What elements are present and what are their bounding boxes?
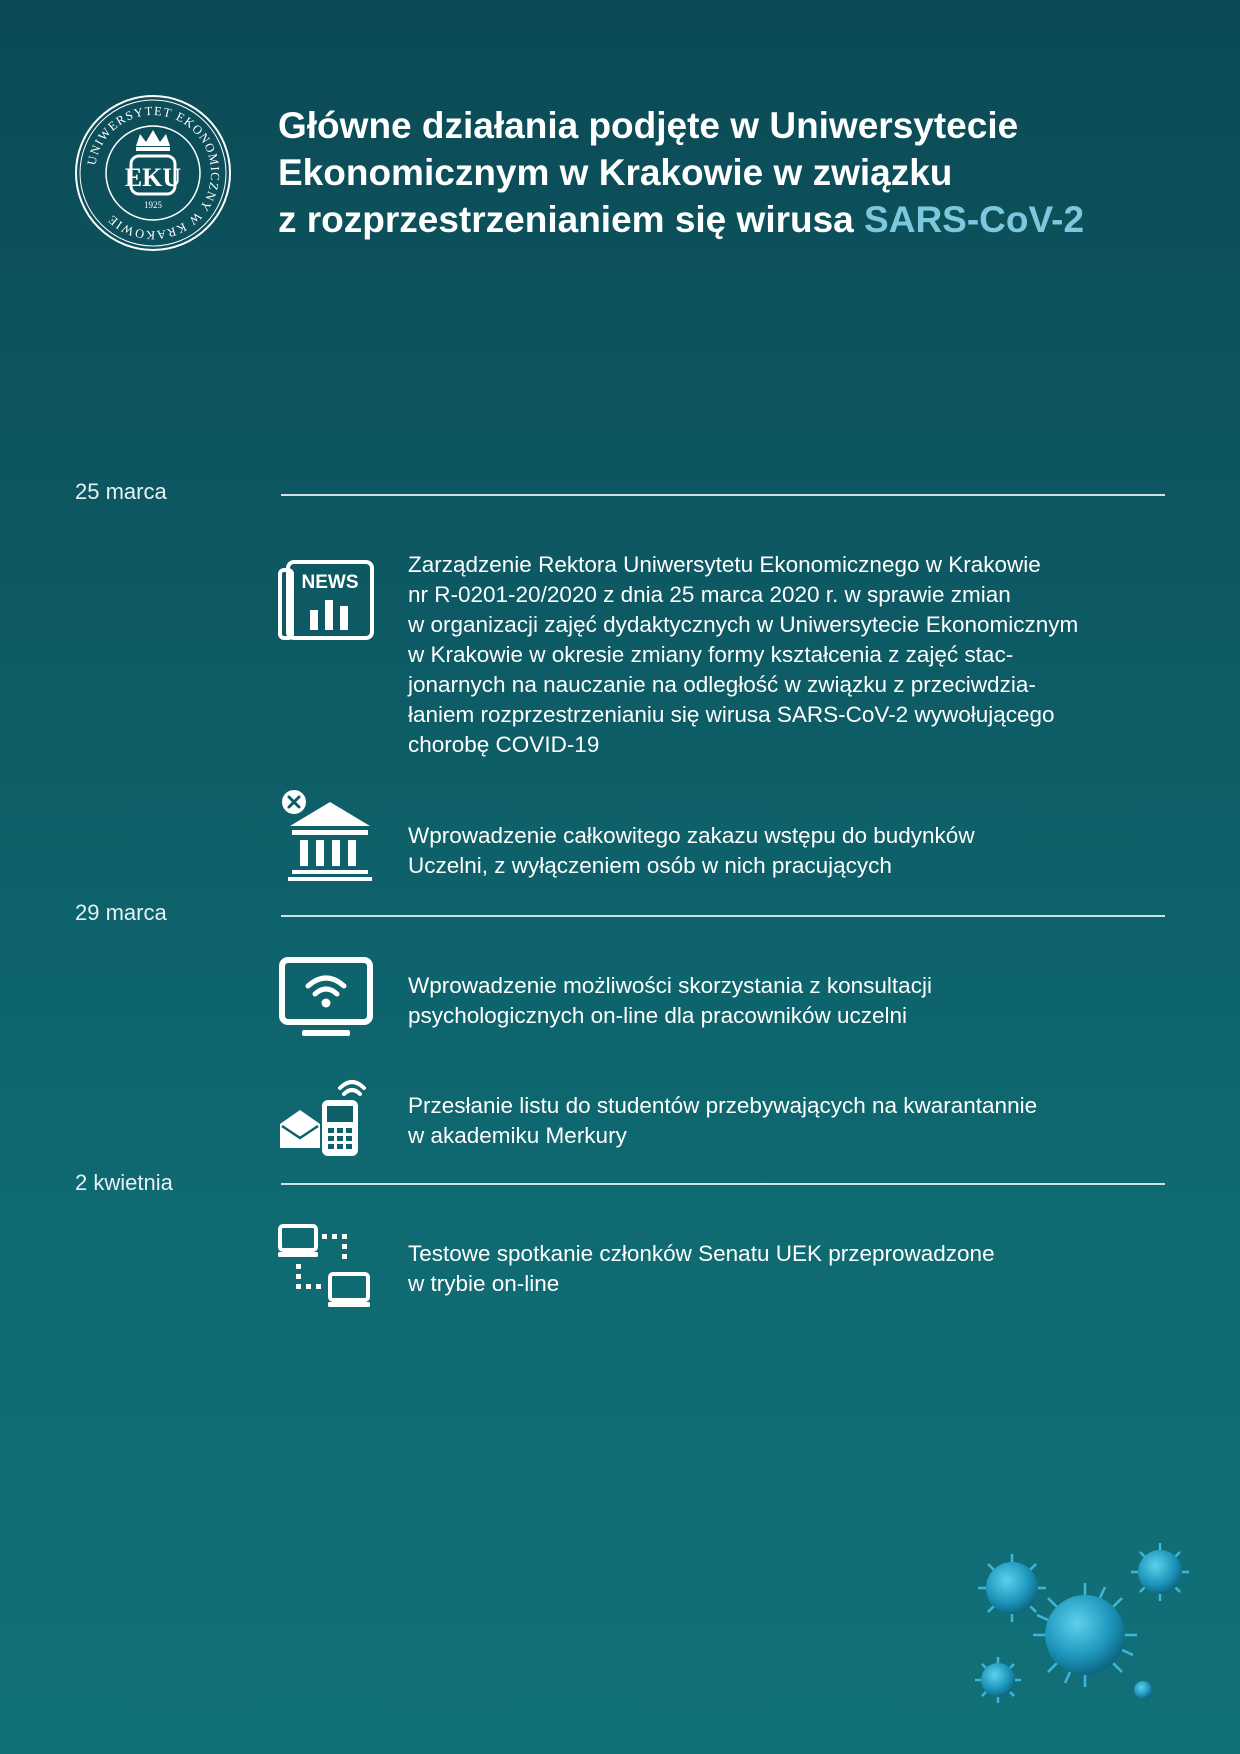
date-label-29-marca: 29 marca bbox=[75, 900, 167, 925]
timeline-item-text bbox=[408, 1091, 1168, 1151]
text-line: w trybie on-line bbox=[408, 1271, 560, 1296]
seal-ring-text: UNIWERSYTET EKONOMICZNY W KRAKOWIE bbox=[84, 103, 223, 243]
title-line-1: Główne działania podjęte w Uniwersytecie bbox=[278, 105, 1019, 146]
virus-illustration-icon bbox=[960, 1530, 1210, 1730]
timeline-divider bbox=[281, 494, 1165, 496]
svg-text:EKU: EKU bbox=[124, 163, 182, 192]
text-line: Wprowadzenie całkowitego zakazu wstępu do budynków bbox=[408, 823, 975, 848]
timeline-divider bbox=[281, 915, 1165, 917]
title-line-2: Ekonomicznym w Krakowie w związku bbox=[278, 152, 953, 193]
university-seal-icon bbox=[74, 94, 232, 252]
title-accent: SARS-CoV-2 bbox=[864, 199, 1085, 240]
computers-network-icon bbox=[278, 1222, 376, 1312]
phone-letter-icon bbox=[278, 1074, 376, 1160]
text-line: psychologicznych on-line dla pracowników uczelni bbox=[408, 1003, 908, 1028]
news-icon bbox=[278, 560, 376, 642]
closed-building-icon bbox=[278, 786, 376, 884]
timeline-item-text bbox=[408, 971, 1168, 1031]
title-line-3 bbox=[278, 196, 1178, 243]
text-line: w Krakowie w okresie zmiany formy kształcenia z zajęć stac- bbox=[408, 642, 1014, 667]
online-monitor-icon bbox=[278, 956, 376, 1040]
title-line-3-text: z rozprzestrzenianiem się wirusa bbox=[278, 199, 865, 240]
timeline-item-text bbox=[408, 821, 1168, 881]
text-line: łaniem rozprzestrzenianiu się wirusa SARS-CoV-2 wywołującego bbox=[408, 702, 1055, 727]
text-line: jonarnych na nauczanie na odległość w związku z przeciwdzia- bbox=[408, 672, 1036, 697]
page-title bbox=[278, 102, 1178, 243]
text-line: Przesłanie listu do studentów przebywających na kwarantannie bbox=[408, 1093, 1038, 1118]
timeline-item-text bbox=[408, 1239, 1168, 1299]
text-line: w organizacji zajęć dydaktycznych w Uniwersytecie Ekonomicznym bbox=[408, 612, 1079, 637]
text-line: Uczelni, z wyłączeniem osób w nich pracujących bbox=[408, 853, 892, 878]
text-line: Wprowadzenie możliwości skorzystania z konsultacji bbox=[408, 973, 932, 998]
svg-text:NEWS: NEWS bbox=[301, 572, 359, 593]
timeline-divider bbox=[281, 1183, 1165, 1185]
seal-year: 1925 bbox=[144, 200, 162, 210]
date-label-25-marca: 25 marca bbox=[75, 479, 167, 504]
date-label-2-kwietnia: 2 kwietnia bbox=[75, 1170, 173, 1195]
timeline-item-text bbox=[408, 550, 1168, 760]
text-line: Testowe spotkanie członków Senatu UEK przeprowadzone bbox=[408, 1241, 995, 1266]
text-line: w akademiku Merkury bbox=[408, 1123, 627, 1148]
text-line: chorobę COVID-19 bbox=[408, 732, 600, 757]
text-line: Zarządzenie Rektora Uniwersytetu Ekonomicznego w Krakowie bbox=[408, 552, 1041, 577]
text-line: nr R-0201-20/2020 z dnia 25 marca 2020 r. w sprawie zmian bbox=[408, 582, 1011, 607]
